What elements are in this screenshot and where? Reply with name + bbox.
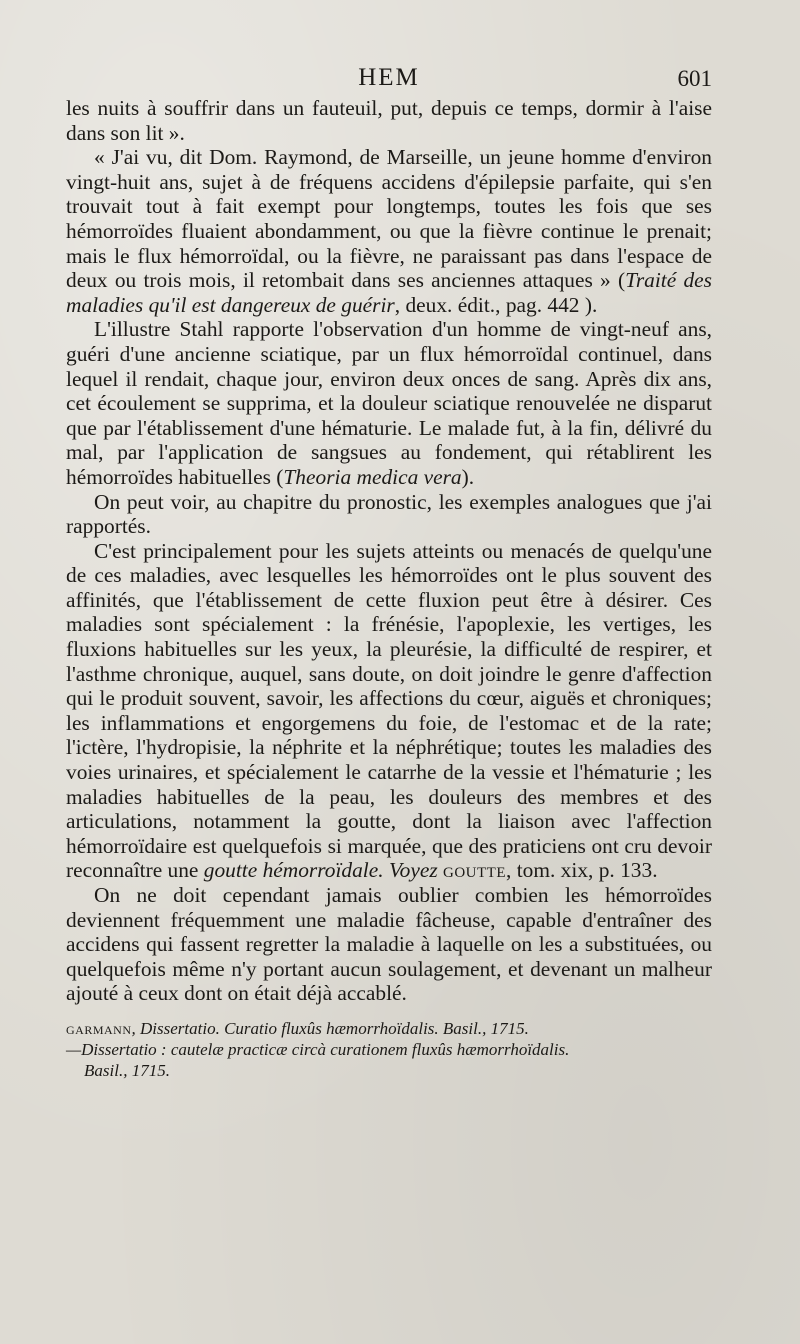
paragraph-stahl: L'illustre Stahl rapporte l'observation d'un homme de vingt-neuf ans, guéri d'une ancienne sciatique, par un flux hémorroïdal continuel, dans lequel il rendait, chaque jour, environ deux onces de sang. Après dix ans, cet écoulement se supprima, et la douleur sciatique renouvelée ne disparut que par l'établissement d'une hématurie. Le malade fut, à la fin, délivré du mal, par l'application de sangsues au fondement, qui rétablirent les hémorroïdes habituelles (Theoria medica vera). (66, 317, 712, 489)
paragraph-raymond-quote: « J'ai vu, dit Dom. Raymond, de Marseille, un jeune homme d'environ vingt-huit ans, sujet à de fréquens accidens d'épilepsie parfaite, qui s'en trouvait tout à fait exempt pour longtemps, toutes les fois que ses hémorroïdes fluaient abondamment, ou que la fièvre continue le prenait; mais le flux hémorroïdal, ou la fièvre, ne paraissant pas dans l'espace de deux ou trois mois, il retombait dans ses anciennes attaques » (Traité des maladies qu'il est dangereux de guérir, deux. édit., pag. 442 ). (66, 145, 713, 317)
running-header (66, 62, 712, 96)
cross-reference-smallcaps: goutte (443, 858, 507, 883)
reference-item: garmann, Dissertatio. Curatio fluxûs hæmorrhoïdalis. Basil., 1715. (66, 1018, 529, 1038)
reference-item: Basil., 1715. (84, 1060, 170, 1080)
reference-item: —Dissertatio : cautelæ practicæ circà curationem fluxûs hæmorrhoïdalis. (66, 1039, 570, 1059)
references (66, 1018, 712, 1081)
reference-author: garmann (66, 1018, 132, 1038)
paragraph-pronostic: On peut voir, au chapitre du pronostic, les exemples analogues que j'ai rapportés. (66, 489, 712, 539)
cross-reference-italic: goutte hémorroïdale. Voyez (203, 858, 438, 883)
paragraph-conclusion: On ne doit cependant jamais oublier combien les hémorroïdes deviennent fréquemment une maladie fâcheuse, capable d'entraîner des accidens qui fassent regretter la maladie à laquelle on les a substituées, ou quelquefois même n'y portant aucun soulagement, et devenant un malheur ajouté à ceux dont on était déjà accablé. (66, 883, 712, 1006)
cited-title: Traité des maladies qu'il est dangereux de guérir (66, 268, 713, 317)
running-head-title: HEM (358, 64, 420, 91)
paragraph-maladies: C'est principalement pour les sujets atteints ou menacés de quelqu'une de ces maladies, avec lesquelles les hémorroïdes ont le plus souvent des affinités, que l'établissement de cette fluxion peut être à désirer. Ces maladies sont spécialement : la frénésie, l'apoplexie, les vertiges, les fluxions habituelles sur les yeux, la pleurésie, la difficulté de respirer, et l'asthme chronique, auquel, sans doute, on doit joindre le genre d'affection qui le produit souvent, savoir, les affections du cœur, aiguës et chroniques; les inflammations et engorgemens du foie, de l'estomac et de la rate; l'ictère, l'hydropisie, la néphrite et la néphrétique; toutes les maladies des voies urinaires, et spécialement le catarrhe de la vessie et l'hématurie ; les maladies habituelles de la peau, les douleurs des membres et des articulations, notamment la goutte, dont la liaison avec l'affection hémorroïdaire est quelquefois si marquée, que des praticiens ont cru devoir reconnaître une goutte hémorroïdale. Voyez goutte, tom. xix, p. 133. (66, 538, 712, 883)
cited-title: Theoria medica vera (283, 464, 462, 489)
paragraph-continuation: les nuits à souffrir dans un fauteuil, put, depuis ce temps, dormir à l'aise dans son lit ». (66, 96, 712, 145)
page-number: 601 (677, 66, 712, 91)
body-text (66, 96, 712, 1006)
